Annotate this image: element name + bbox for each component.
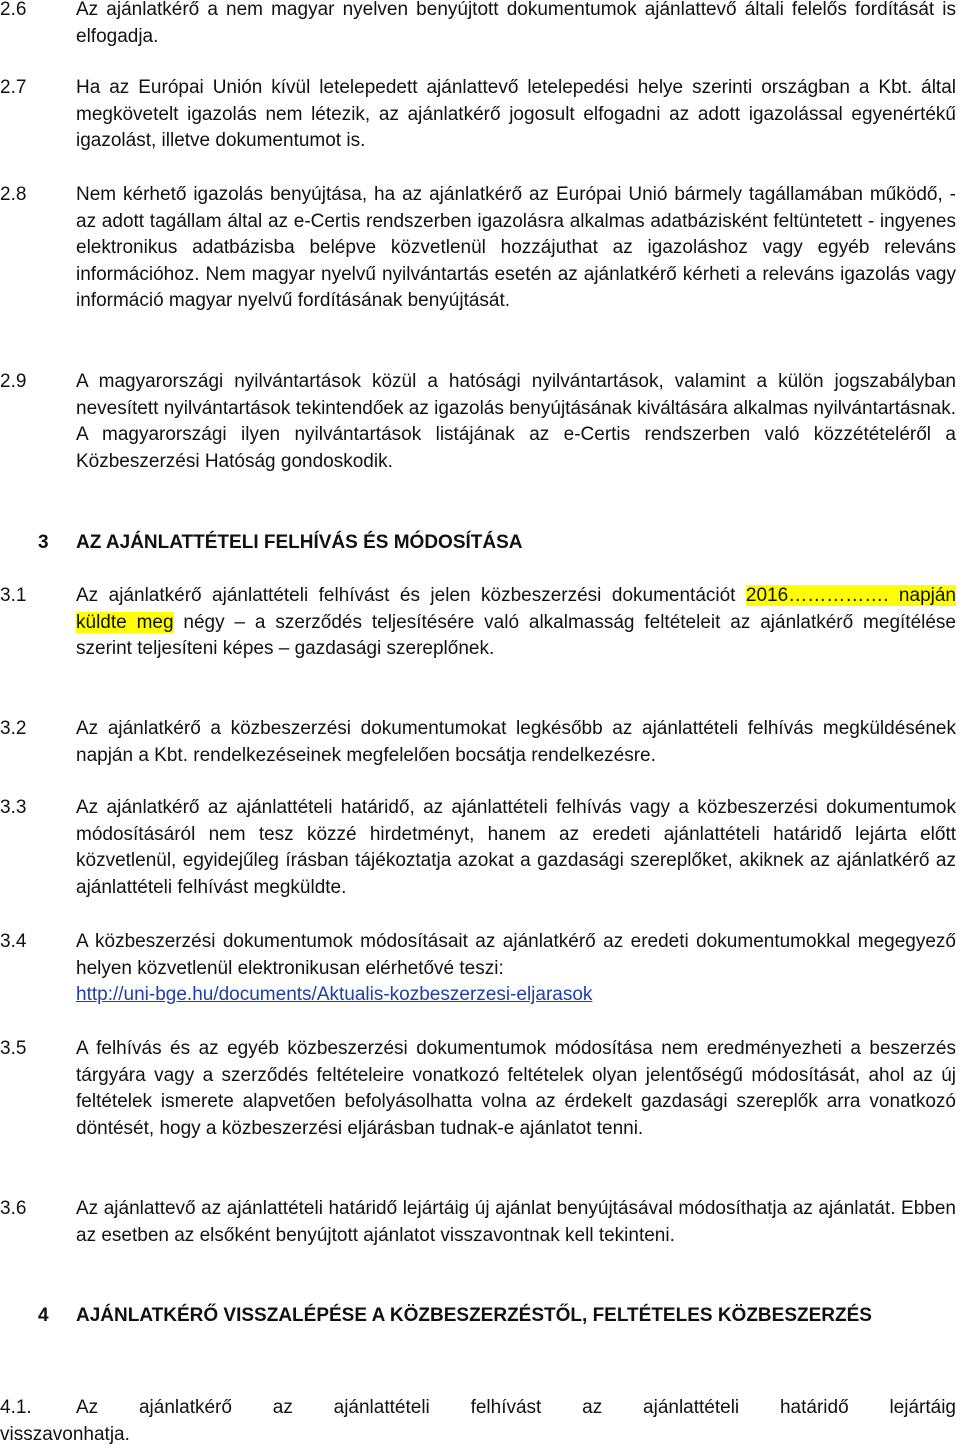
section-2-7 <box>0 75 958 155</box>
heading-3 <box>0 530 958 557</box>
section-text: Az ajánlatkérő az ajánlattételi határidő, az ajánlattételi felhívás vagy a közbeszerzési dokumentumok módosításáról nem tesz közzé hirdetményt, hanem az eredeti ajánlattételi határidő lejárta előtt közvetlenül, egyidejűleg írásban tájékoztatja azokat a gazdasági szereplőket, akiknek az ajánlatkérő az ajánlattételi felhívást megküldte. <box>76 797 956 898</box>
section-3-2 <box>0 716 958 769</box>
heading-title: AZ AJÁNLATTÉTELI FELHÍVÁS ÉS MÓDOSÍTÁSA <box>76 532 523 553</box>
section-3-6 <box>0 1196 958 1249</box>
section-3-3 <box>0 795 958 901</box>
section-text: A felhívás és az egyéb közbeszerzési dokumentumok módosítása nem eredményezheti a beszerzés tárgyára vagy a szerződés feltételeire vonatkozó feltételek olyan jelentőségű módosítását, ahol az új feltételek ismerete alapvetően befolyásolhatta volna az érdekelt gazdasági szereplők arra vonatkozó döntését, hogy a közbeszerzési eljárásban tudnak-e ajánlatot tenni. <box>76 1038 956 1139</box>
heading-title: AJÁNLATKÉRŐ VISSZALÉPÉSE A KÖZBESZERZÉSTŐL, FELTÉTELES KÖZBESZERZÉS <box>76 1305 872 1326</box>
documents-link[interactable]: http://uni-bge.hu/documents/Aktualis-kozbeszerzesi-eljarasok <box>76 984 593 1005</box>
section-2-6 <box>0 0 958 50</box>
section-text <box>76 583 956 663</box>
section-number: 3.2 <box>0 718 27 739</box>
heading-number: 3 <box>38 532 49 553</box>
section-number: 2.8 <box>0 184 27 205</box>
section-number: 3.1 <box>0 585 27 606</box>
heading-number: 4 <box>38 1305 49 1326</box>
section-text: Az ajánlatkérő a nem magyar nyelven benyújtott dokumentumok ajánlattevő általi felelős fordítását is elfogadja. <box>76 0 956 47</box>
section-number: 3.4 <box>0 931 27 952</box>
section-3-5 <box>0 1036 958 1142</box>
heading-4 <box>0 1303 958 1330</box>
section-number: 2.9 <box>0 371 27 392</box>
section-number: 2.6 <box>0 0 27 20</box>
section-3-1 <box>0 583 958 663</box>
text-before-date: Az ajánlatkérő ajánlattételi felhívást és jelen közbeszerzési dokumentációt <box>76 585 736 606</box>
section-number: 3.6 <box>0 1198 27 1219</box>
section-number: 2.7 <box>0 77 27 98</box>
section-text-continued: visszavonhatja. <box>0 1423 130 1445</box>
section-number: 4.1. <box>0 1397 32 1418</box>
text-after-date: négy – a szerződés teljesítésére való alkalmasság feltételeit az ajánlatkérő megítélése szerint teljesíteni képes – gazdasági szereplőnek. <box>76 611 956 659</box>
section-number: 3.5 <box>0 1038 27 1059</box>
section-text: A magyarországi nyilvántartások közül a hatósági nyilvántartások, valamint a külön jogszabályban nevesített nyilvántartások tekintendőek az igazolás benyújtásának kiváltására alkalmas nyilvántartásnak. A magyarországi ilyen nyilvántartások listájának az e-Certis rendszerben való közzétételéről a Közbeszerzési Hatóság gondoskodik. <box>76 371 956 472</box>
section-4-1 <box>0 1395 958 1448</box>
section-text <box>76 929 956 1009</box>
section-2-9 <box>0 369 958 475</box>
section-text: Az ajánlattevő az ajánlattételi határidő lejártáig új ajánlat benyújtásával módosíthatja az ajánlatát. Ebben az esetben az elsőként benyújtott ajánlatot visszavontnak kell tekinteni. <box>76 1198 956 1246</box>
section-text: Az ajánlatkérő a közbeszerzési dokumentumokat legkésőbb az ajánlattételi felhívás megküldésének napján a Kbt. rendelkezéseinek megfelelően bocsátja rendelkezésre. <box>76 718 956 766</box>
section-text-main: A közbeszerzési dokumentumok módosításait az ajánlatkérő az eredeti dokumentumokkal megegyező helyen közvetlenül elektronikusan elérhetővé teszi: <box>76 931 956 979</box>
section-text: Az ajánlatkérő az ajánlattételi felhívást az ajánlattételi határidő lejártáig <box>76 1397 956 1418</box>
highlighted-date: 2016……………. napján küldte meg <box>76 585 956 633</box>
section-number: 3.3 <box>0 797 27 818</box>
section-text: Ha az Európai Unión kívül letelepedett ajánlattevő letelepedési helye szerinti országban a Kbt. által megkövetelt igazolás nem létezik, az ajánlatkérő jogosult elfogadni az adott igazolással egyenértékű igazolást, illetve dokumentumot is. <box>76 77 956 151</box>
section-3-4 <box>0 929 958 1009</box>
section-text: Nem kérhető igazolás benyújtása, ha az ajánlatkérő az Európai Unió bármely tagállamában működő, - az adott tagállam által az e-Certis rendszerben igazolásra alkalmas adatbázisként feltüntetett - ingyenes elektronikus adatbázisba belépve közvetlenül hozzájuthat az igazoláshoz vagy egyéb releváns információhoz. Nem magyar nyelvű nyilvántartás esetén az ajánlatkérő kérheti a releváns igazolás vagy információ magyar nyelvű fordításának benyújtását. <box>76 184 956 311</box>
section-2-8 <box>0 182 958 315</box>
